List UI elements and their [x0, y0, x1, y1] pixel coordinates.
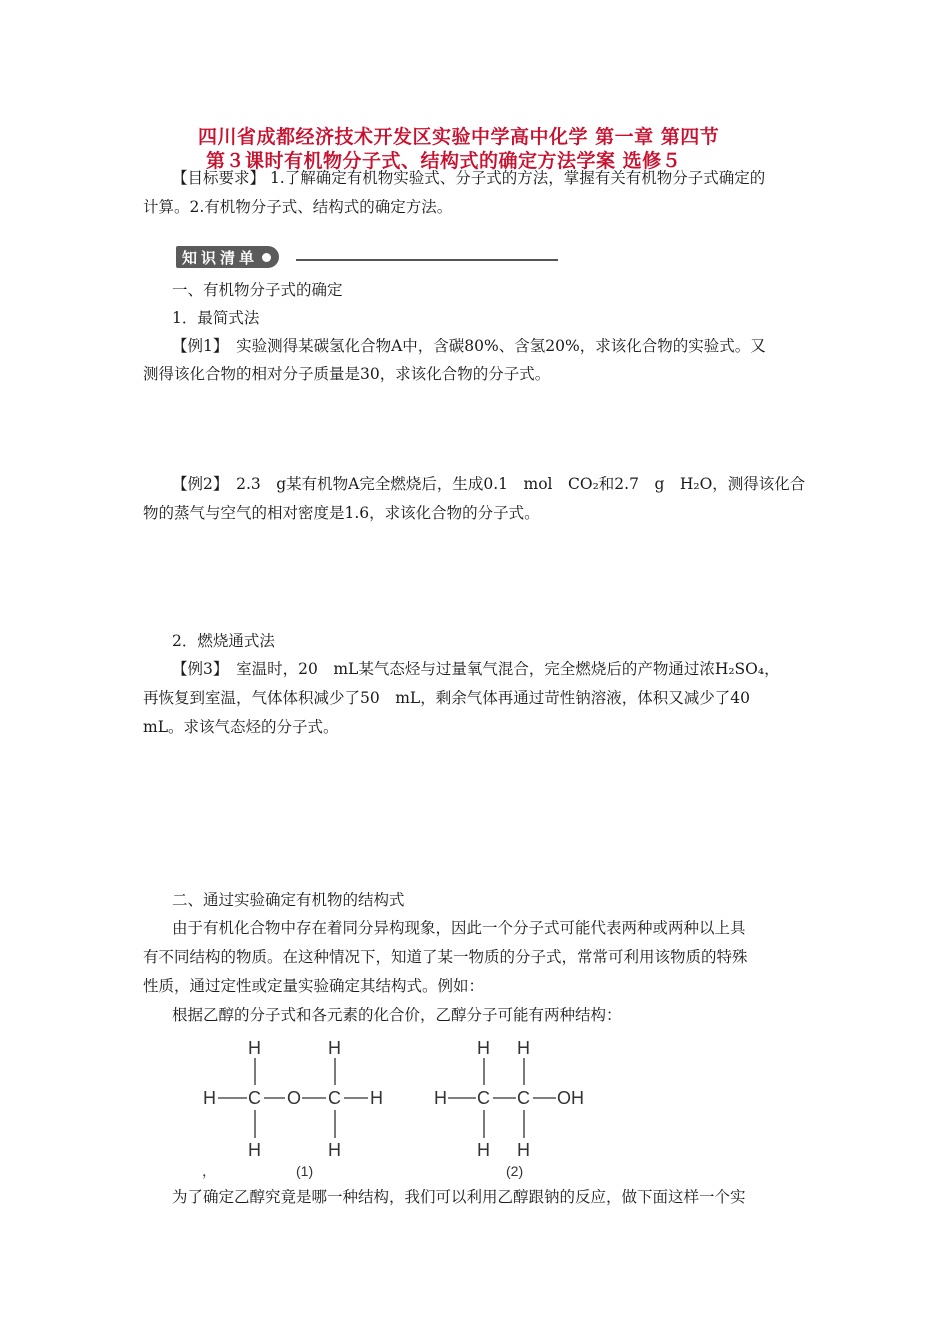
s2-h-bottom-left: H [477, 1140, 490, 1160]
example2-line-2: 物的蒸气与空气的相对密度是1.6，求该化合物的分子式。 [143, 504, 540, 522]
s2-h-left: H [434, 1088, 447, 1108]
paragraph3: 为了确定乙醇究竟是哪一种结构，我们可以利用乙醇跟钠的反应，做下面这样一个实 [172, 1188, 746, 1206]
method2-heading: 2．燃烧通式法 [172, 632, 275, 650]
s2-c-left: C [477, 1088, 490, 1108]
example2-line-1: 【例2】 2.3 g某有机物A完全燃烧后，生成0.1 mol CO₂和2.7 g H₂O，测得该化合 [172, 475, 806, 493]
section1-heading: 一、有机物分子式的确定 [172, 281, 343, 299]
document-title-line-2: 第３课时有机物分子式、结构式的确定方法学案 选修５ [206, 150, 682, 172]
banner-label: 知识清单 [182, 248, 259, 267]
method1-heading: 1．最简式法 [172, 309, 260, 327]
s1-c-right: C [328, 1088, 341, 1108]
s1-h-bottom-left: H [248, 1140, 261, 1160]
s1-o: O [287, 1088, 302, 1108]
bullet-dot-icon [262, 253, 271, 262]
example3-line-2: 再恢复到室温，气体体积减少了50 mL，剩余气体再通过苛性钠溶液，体积又减少了40 [143, 689, 750, 707]
goals-line-2: 计算。2.有机物分子式、结构式的确定方法。 [143, 198, 453, 216]
goals-line-1 [172, 164, 765, 193]
s1-h-top-right: H [328, 1038, 341, 1058]
goals-label: 【目标要求】 [172, 169, 266, 187]
example3-line-3: mL。求该气态烃的分子式。 [143, 718, 339, 736]
s1-h-left: H [203, 1088, 216, 1108]
s2-c-right: C [517, 1088, 530, 1108]
paragraph1-line-1: 由于有机化合物中存在着同分异构现象，因此一个分子式可能代表两种或两种以上具 [172, 919, 746, 937]
s2-h-bottom-right: H [517, 1140, 530, 1160]
example1-line-2: 测得该化合物的相对分子质量是30，求该化合物的分子式。 [143, 365, 551, 383]
paragraph2: 根据乙醇的分子式和各元素的化合价，乙醇分子可能有两种结构： [172, 1006, 622, 1024]
s1-h-bottom-right: H [328, 1140, 341, 1160]
goals-text-1: 1.了解确定有机物实验式、分子式的方法，掌握有关有机物分子式确定的 [265, 169, 766, 187]
s1-c-left: C [248, 1088, 261, 1108]
banner-divider [296, 259, 558, 261]
s2-h-top-left: H [477, 1038, 490, 1058]
s1-h-right: H [370, 1088, 383, 1108]
paragraph1-line-2: 有不同结构的物质。在这种情况下，知道了某一物质的分子式，常常可利用该物质的特殊 [143, 948, 748, 966]
structure-comma: ， [202, 1163, 216, 1179]
structure-2-label: (2) [506, 1163, 524, 1179]
example3-line-1: 【例3】 室温时，20 mL某气态烃与过量氧气混合，完全燃烧后的产物通过浓H₂SO₄， [172, 660, 780, 678]
paragraph1-line-3: 性质，通过定性或定量实验确定其结构式。例如： [143, 977, 485, 995]
section2-heading: 二、通过实验确定有机物的结构式 [172, 891, 405, 909]
ethanol-structures-figure [190, 1030, 610, 1190]
structure-1-label: (1) [296, 1163, 314, 1179]
s2-oh: OH [557, 1088, 584, 1108]
example1-line-1: 【例1】 实验测得某碳氢化合物A中，含碳80%、含氢20%，求该化合物的实验式。又 [172, 337, 766, 355]
document-title-line-1: 四川省成都经济技术开发区实验中学高中化学 第一章 第四节 [198, 126, 720, 148]
s2-h-top-right: H [517, 1038, 530, 1058]
knowledge-list-banner [176, 246, 279, 268]
s1-h-top-left: H [248, 1038, 261, 1058]
